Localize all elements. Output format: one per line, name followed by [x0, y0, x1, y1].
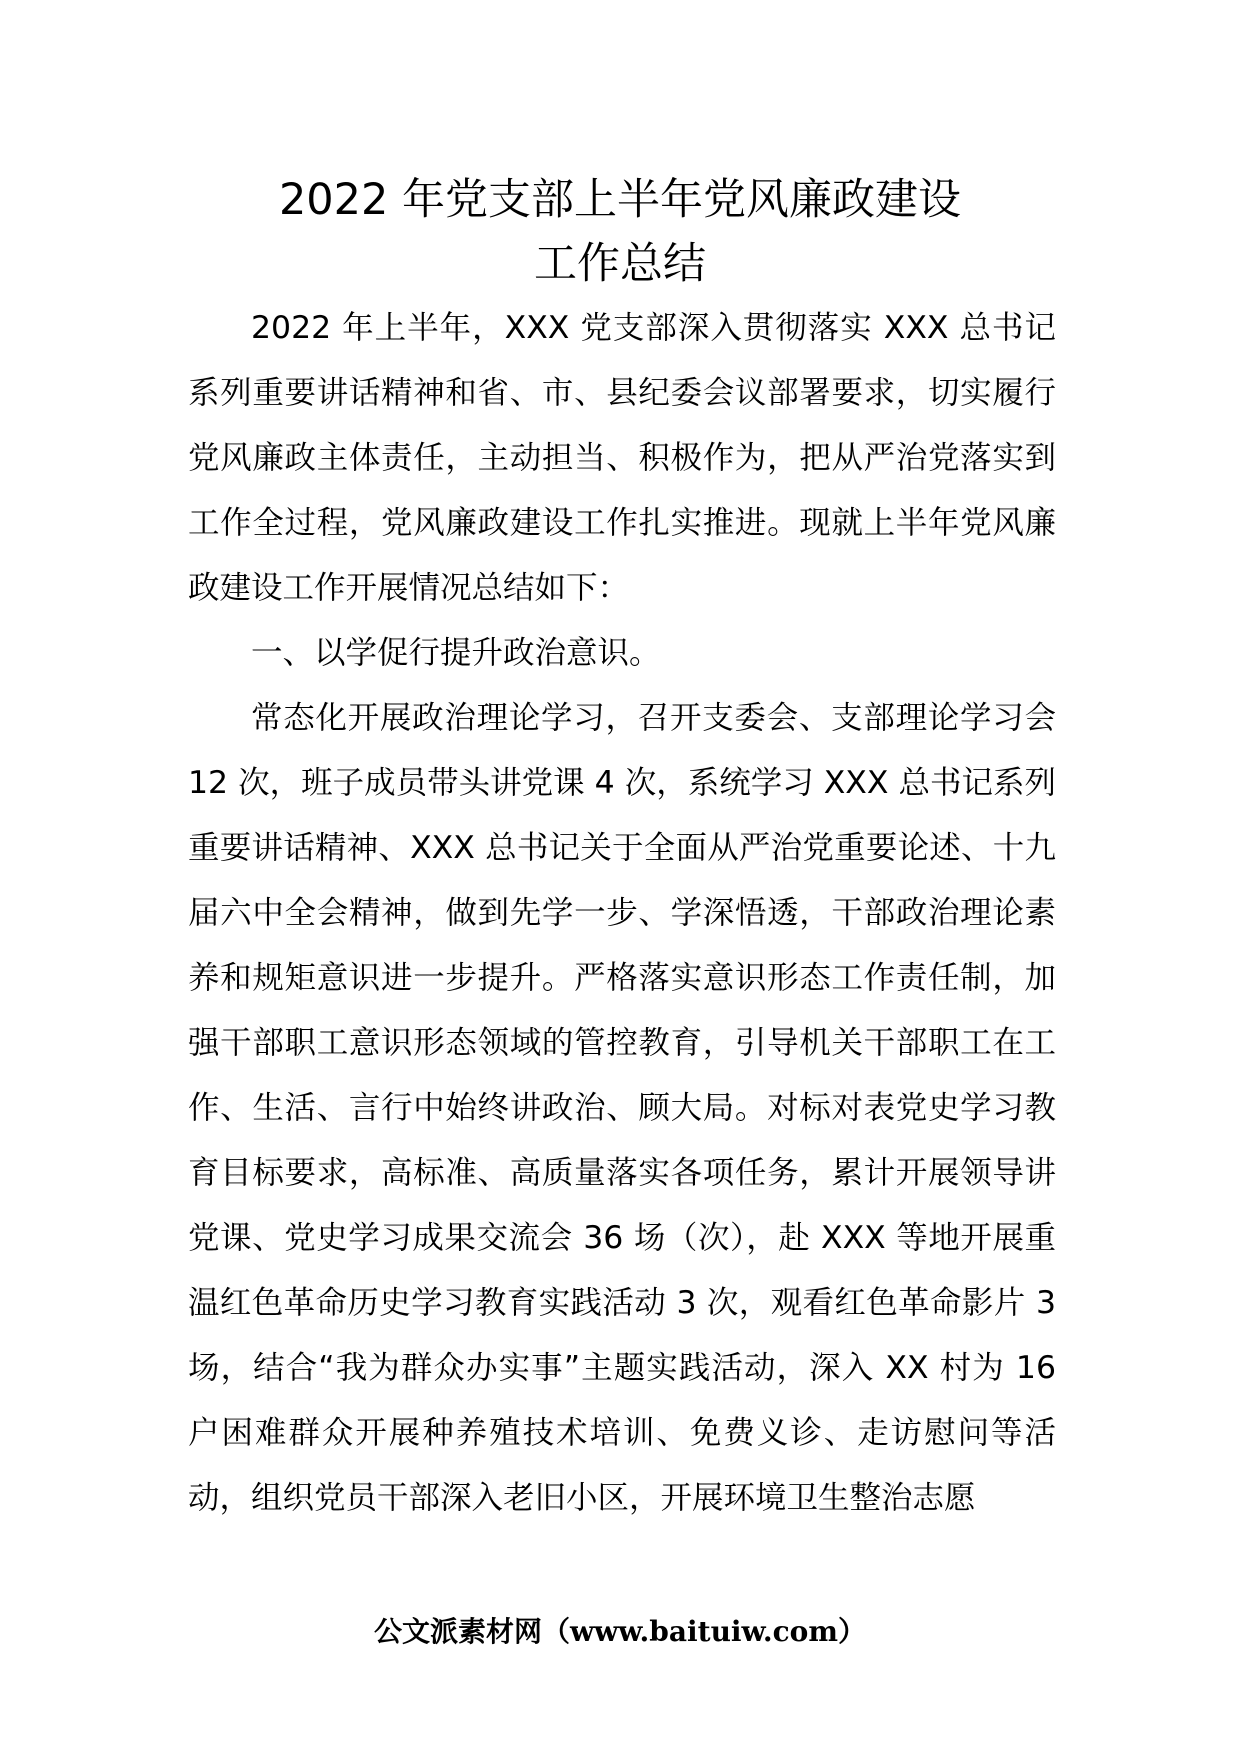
section-1-paragraph: 常态化开展政治理论学习，召开支委会、支部理论学习会 12 次，班子成员带头讲党课 4 次，系统学习 XXX 总书记系列重要讲话精神、XXX 总书记关于全面从严治党重要论述、十九届六中全会精神，做到先学一步、学深悟透，干部政治理论素养和规矩意识进一步提升。严格落实意识形态工作责任制，加强干部职工意识形态领域的管控教育，引导机关干部职工在工作、生活、言行中始终讲政治、顾大局。对标对表党史学习教育目标要求，高标准、高质量落实各项任务，累计开展领导讲党课、党史学习成果交流会 36 场（次），赴 XXX 等地开展重温红色革命历史学习教育实践活动 3 次，观看红色革命影片 3 场，结合“我为群众办实事”主题实践活动，深入 XX 村为 16 户困难群众开展种养殖技术培训、免费义诊、走访慰问等活动，组织党员干部深入老旧小区，开展环境卫生整治志愿 [188, 700, 1056, 1516]
intro-paragraph: 2022 年上半年，XXX 党支部深入贯彻落实 XXX 总书记系列重要讲话精神和省、市、县纪委会议部署要求，切实履行党风廉政主体责任，主动担当、积极作为，把从严治党落实到工作全过程，党风廉政建设工作扎实推进。现就上半年党风廉政建设工作开展情况总结如下： [188, 310, 1056, 606]
section-heading-1: 一、以学促行提升政治意识。 [251, 635, 661, 671]
document-body [188, 296, 1056, 1531]
document-title-line-2: 工作总结 [534, 239, 706, 289]
document-title-line-1: 2022 年党支部上半年党风廉政建设 [278, 175, 962, 225]
watermark-footer: 公文派素材网（www.baituiw.com） [374, 1615, 866, 1648]
